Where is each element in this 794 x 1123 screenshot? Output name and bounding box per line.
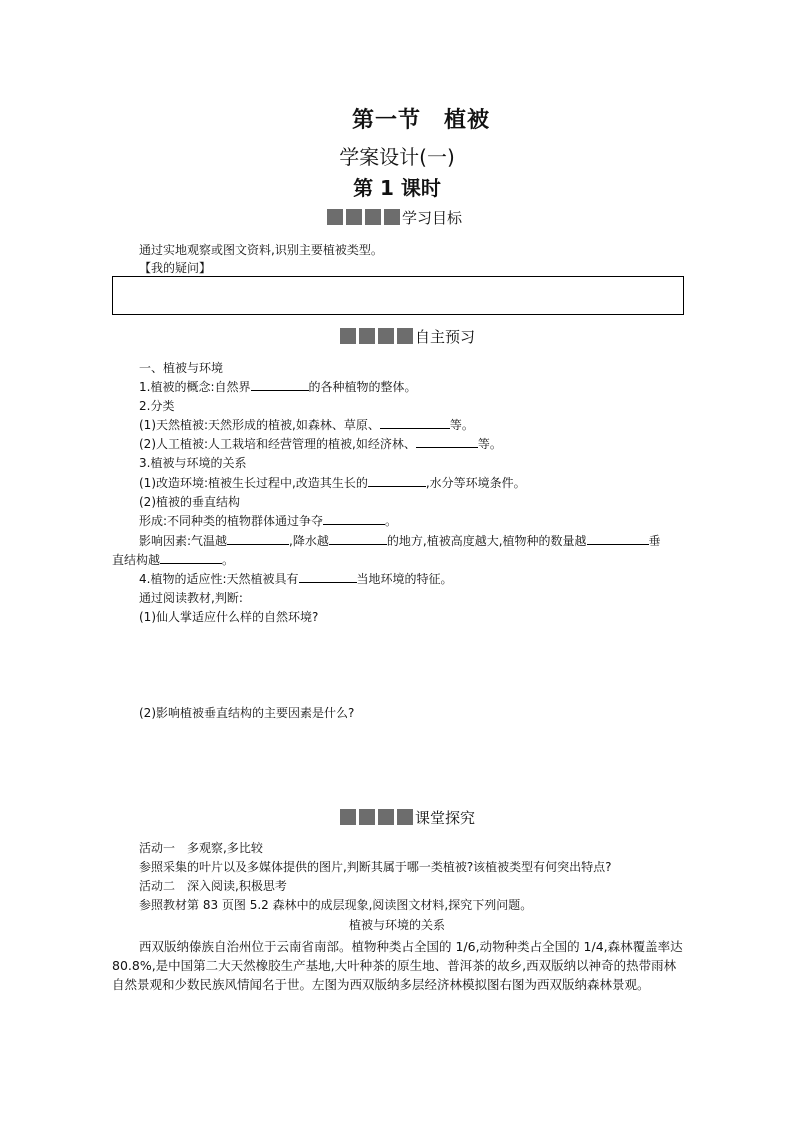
preview-line: 2.分类 [139,399,175,413]
material-paragraph-line: 西双版纳傣族自治州位于云南省南部。植物种类占全国的 1/6,动物种类占全国的 1/4,森林覆盖率达 [139,939,683,954]
material-paragraph-line: 自然景观和少数民族风情闻名于世。左图为西双版纳多层经济林模拟图右图为西双版纳森林景观。 [112,977,650,992]
material-caption: 植被与环境的关系 [348,918,445,932]
lesson-number: 第 1 课时 [353,176,441,200]
text: (1)天然植被:天然形成的植被,如森林、草原、 [139,418,380,432]
text: 等。 [449,418,474,432]
section-title: 学习目标 [402,208,463,227]
section-marker-icon [340,809,413,825]
blank[interactable] [251,379,309,391]
preview-line [139,475,526,491]
preview-heading: 一、植被与环境 [139,361,224,375]
preview-line [139,513,397,529]
activity-2-title: 活动二 深入阅读,积极思考 [139,879,287,893]
blank[interactable] [587,533,649,545]
doubt-label: 【我的疑问】 [139,261,212,275]
goal-text: 通过实地观察或图文资料,识别主要植被类型。 [139,243,383,257]
activity-2-text: 参照教材第 83 页图 5.2 森林中的成层现象,阅读图文材料,探究下列问题。 [139,898,533,912]
blank[interactable] [299,571,357,583]
blank[interactable] [227,533,289,545]
text: 影响因素:气温越 [139,534,228,548]
text: ,降水越 [289,534,329,548]
text: 垂 [648,534,661,548]
preview-line: 3.植被与环境的关系 [139,456,247,470]
text: 直结构越 [112,553,161,567]
section-title: 课堂探究 [415,808,476,827]
text: 的各种植物的整体。 [308,380,417,394]
blank[interactable] [329,533,387,545]
preview-line [139,571,453,587]
text: 等。 [477,437,502,451]
blank[interactable] [380,417,450,429]
section-header-preview [340,326,475,346]
section-header-goals [327,207,462,227]
preview-line [112,552,234,568]
page-title: 第一节 植被 [351,108,490,133]
text: 1.植被的概念:自然界 [139,380,251,394]
section-header-explore [340,807,475,827]
blank[interactable] [323,513,385,525]
text: 形成:不同种类的植物群体通过争夺 [139,514,324,528]
text: ,水分等环境条件。 [425,476,526,490]
blank[interactable] [416,436,478,448]
section-title: 自主预习 [415,327,476,346]
page-subtitle: 学案设计(一) [339,145,455,169]
blank[interactable] [160,552,222,564]
activity-1-text: 参照采集的叶片以及多媒体提供的图片,判断其属于哪一类植被?该植被类型有何突出特点? [139,860,612,874]
blank[interactable] [368,475,426,487]
preview-line: 通过阅读教材,判断: [139,591,243,605]
activity-1-title: 活动一 多观察,多比较 [139,841,263,855]
text: (2)人工植被:人工栽培和经营管理的植被,如经济林、 [139,437,416,451]
preview-line [139,436,502,452]
section-marker-icon [327,209,400,225]
question-1: (1)仙人掌适应什么样的自然环境? [139,610,319,624]
text: 当地环境的特征。 [356,572,453,586]
text: 。 [222,553,235,567]
preview-line [139,417,474,433]
section-marker-icon [340,328,413,344]
text: 。 [385,514,398,528]
text: 4.植物的适应性:天然植被具有 [139,572,299,586]
question-2: (2)影响植被垂直结构的主要因素是什么? [139,706,355,720]
text: (1)改造环境:植被生长过程中,改造其生长的 [139,476,368,490]
preview-line: (2)植被的垂直结构 [139,495,240,509]
doubt-input-box[interactable] [112,276,684,315]
material-paragraph-line: 80.8%,是中国第二大天然橡胶生产基地,大叶种茶的原生地、普洱茶的故乡,西双版纳以神奇的热带雨林 [112,958,677,973]
preview-line [139,379,417,395]
text: 的地方,植被高度越大,植物种的数量越 [386,534,587,548]
preview-line [139,533,661,549]
